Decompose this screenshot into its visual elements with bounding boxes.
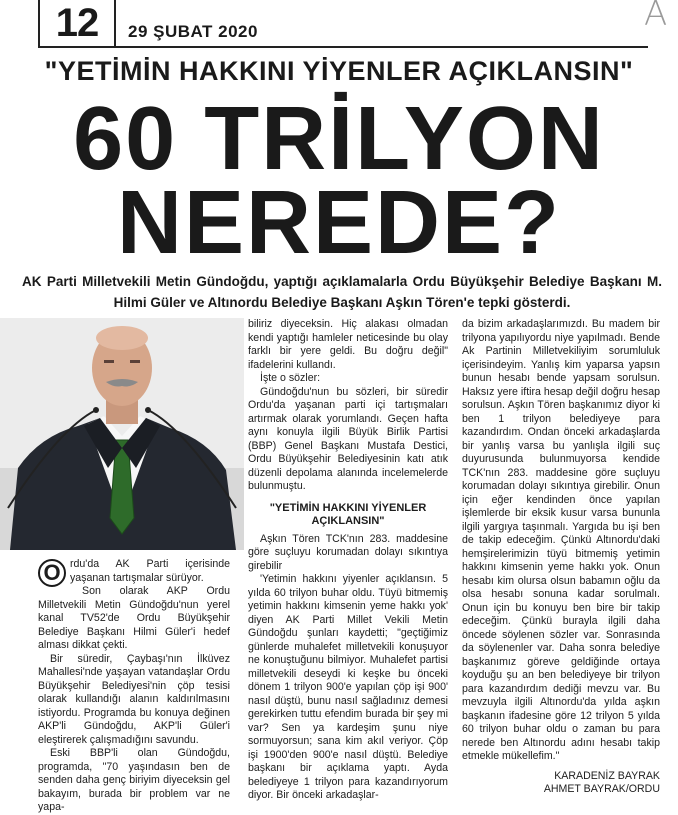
column-3-paragraph-1: da bizim arkadaşlarımızdı. Bu madem bir trilyona yapılıyordu niye yapılmadı. Bende Ak Partinin Milletvekiliyim sorumluluk içerisindeyim. Yanlış kim yaparsa yapsın bunun hesabı bende yapsam sorulsun. Haksız yere iftira hesap değil doğru hesap sorulsun. Aşkın Tören başkanımız diyor ki ben 1 trilyon belediyeye para kazandırdım. Ondan önceki arkadaşlarda bir yanlış varsa bu yanlışla ilgili suç duyurusunda bulunmuyorsa kendide TCK'nın 283. maddesine göre suçluyu korumadan dolayı sıkıntıya girebilir. Onun için eğer kendinden önce yapılan işlemlerde bir eksik kusur varsa bununla ilgili yargıya taşınmalı. Yargıda bu işi ben de takip edeceğim. Çünkü Altınordu'daki hemşirelerimizin tüyü bitmemiş yetimin hakkını kimsenin yeme hakkı yok. Onun hesabı kim olursa olsun babamın oğlu da olsa hesabı sonuna kadar sorulmalı. Onun için bu konuyu ben bire bir takip edeceğim. Çünkü burayla ilgili daha öncede söylenen sözler var. Sonrasında da söylenenler var. Daha sonra belediye başkanımız göreve geldiğinde ortaya koyduğu şu an ben belediyeye bir trilyon para kazandırdım dediği mevzu var. Bu mevzuyla ilgili Altınordu'da yılda aşkın başkanın ifadesine göre 12 trilyon 5 yılda 60 trilyon buhar oldu o zaman bu para nerede ben Altınordu adını hesabı takip etmekle mükellefim.": [462, 318, 660, 762]
drop-cap: O: [38, 559, 66, 587]
header-rule: [38, 46, 648, 48]
column-2-paragraph-4: Aşkın Tören TCK'nın 283. maddesine göre suçluyu korumadan dolayı sıkıntıya girebilir: [248, 532, 448, 572]
byline: [462, 770, 660, 797]
lead-paragraph: AK Parti Milletvekili Metin Gündoğdu, yaptığı açıklamalarla Ordu Büyükşehir Belediye Başkanı M. Hilmi Güler ve Altınordu Belediye Başkanı Aşkın Tören'e tepki gösterdi.: [22, 274, 662, 310]
column-2-paragraph-1: biliriz diyeceksin. Hiç alakası olmadan kendi yaptığı hamleler neticesinde bu olay farklı bir yere geldi. Bu doğru değil" ifadelerini kullandı.: [248, 318, 448, 371]
portrait-photo: [0, 318, 244, 550]
column-1-paragraph-2: Son olarak AKP Ordu Milletvekili Metin Gündoğdu'nun yerel kanal TV52'de Ordu Büyükşehir Belediye Başkanı Hilmi Güler'i hedef alması dikkat çekti.: [38, 585, 230, 651]
byline-publication: KARADENİZ BAYRAK: [554, 769, 660, 782]
column-1-paragraph-3: Bir süredir, Çaybaşı'nın İlküvez Mahallesi'nde yaşayan vatandaşlar Ordu Büyükşehir Belediyesi'nin çöp tesisi olarak kullandığı alanın kaldırılmasını istiyordu. Programda bu konuya değinen AKP'li Gündoğdu, AKP'li Güler'i eleştirerek çalışmadığını savundu.: [38, 652, 230, 746]
byline-author: AHMET BAYRAK/ORDU: [543, 783, 660, 795]
column-2-paragraph-2: İşte o sözler:: [260, 372, 321, 384]
column-1-text-1: rdu'da AK Parti içerisinde yaşanan tartışmalar sürüyor.: [70, 558, 230, 584]
article-column-3: [462, 318, 660, 797]
article-column-1: [38, 558, 230, 815]
column-2-subhead: "YETİMİN HAKKINI YİYENLER AÇIKLANSIN": [269, 501, 427, 527]
column-2-paragraph-5: 'Yetimin hakkını yiyenler açıklansın. 5 yılda 60 trilyon buhar oldu. Tüyü bitmemiş yetimin hakkını kimsenin yeme hakkı yok' diyen AK Parti Millet Vekili Metin Gündoğdu şunları kaydetti; "geçtiğimiz günlerde muhalefet milletvekili konuşuyor ne konuştuğunu bilmiyor. Muhalefet partisi milletvekili deseydi ki keşke bu önceki dönem 1 trilyon 900'e yapılan çöp işi 900' nasıl düştü, bunu nasıl sağladınız demesi gerekirken tuttu efendim burada bir şey mi var? Sen ya kardeşim şunu niye sormuyorsun; sana kim akıl veriyor. Çöp işi 1900'den 900'e nasıl düştü. Belediye başkanı bir açıklama yaptı. Ayda belediyeye 1 trilyon para kazandırıyorum diyor. Bir önceki arkadaşlar-: [248, 573, 448, 801]
issue-date: 29 ŞUBAT 2020: [128, 22, 258, 41]
column-1-paragraph-4: Eski BBP'li olan Gündoğdu, programda, "70 yaşındasın ben de senden daha genç biriyim diyeceksin gel bakayım, burada bir problem var ne yapa-: [38, 747, 230, 813]
page-number-box: 12: [38, 0, 116, 48]
column-1-paragraph-1: [38, 558, 230, 585]
corner-mark: A: [644, 0, 668, 34]
column-2-paragraph-3: Gündoğdu'nun bu sözleri, bir süredir Ordu'da yaşanan parti içi tartışmaları artırmak olarak yorumlandı. Geçen hafta aynı konuyla ilgili Büyük Birlik Partisi (BBP) Genel Başkanı Mustafa Destici, Ordu Büyükşehir Belediyesinin katı atık düzenli depolama alanında incelemelerde bulunmuştu.: [248, 385, 448, 492]
kicker-quote: "YETİMİN HAKKINI YİYENLER AÇIKLANSIN": [44, 56, 634, 86]
headline-line-2: NEREDE?: [116, 173, 562, 273]
headline-line-1: 60 TRİLYON: [73, 89, 605, 189]
article-column-2: [248, 318, 448, 803]
